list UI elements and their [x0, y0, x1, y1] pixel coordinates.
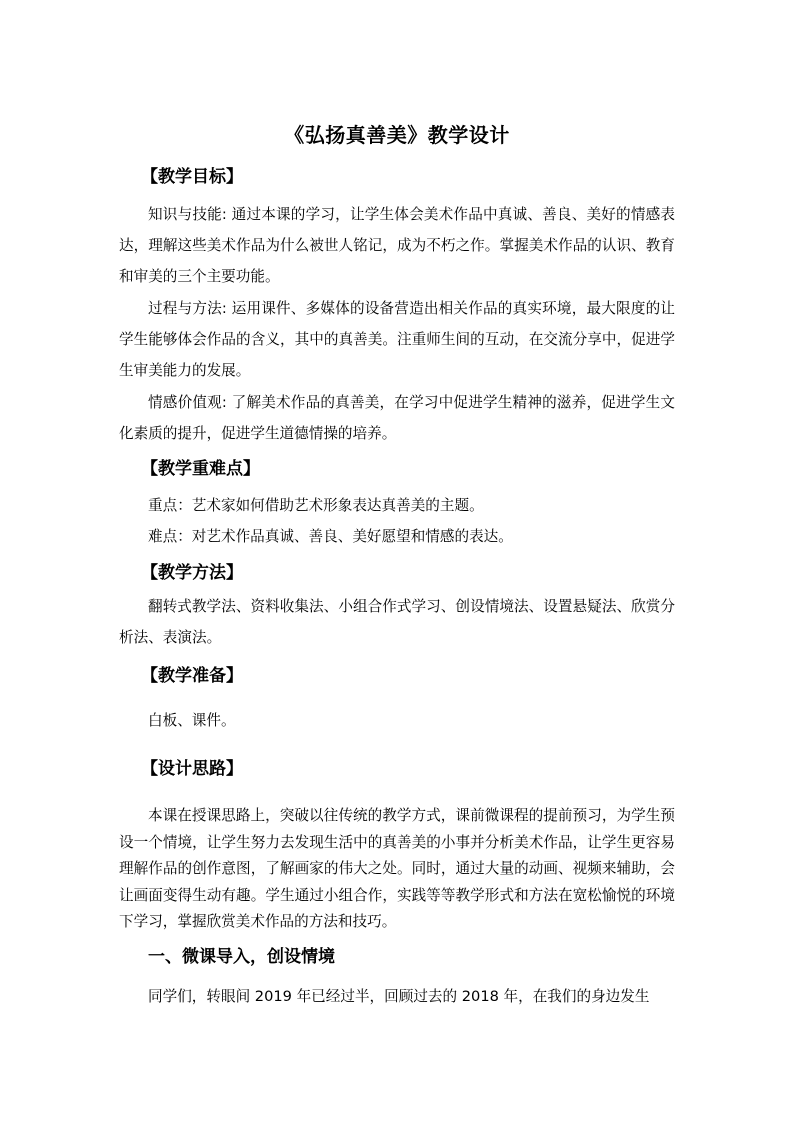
heading-objectives: 【教学目标】	[141, 167, 243, 187]
heading-part-one: 一、微课导入，创设情境	[148, 947, 335, 967]
paragraph-knowledge-skills: 知识与技能: 通过本课的学习，让学生体会美术作品中真诚、善良、美好的情感表达，理解这些美术作品为什么被世人铭记，成为不朽之作。掌握美术作品的认识、教育和审美的三个主要功能。	[119, 206, 675, 285]
heading-key-points: 【教学重难点】	[141, 459, 260, 479]
heading-preparation: 【教学准备】	[141, 666, 243, 686]
key-point-focus: 重点：艺术家如何借助艺术形象表达真善美的主题。	[148, 497, 484, 514]
heading-design: 【设计思路】	[141, 759, 243, 779]
paragraph-process-methods: 过程与方法: 运用课件、多媒体的设备营造出相关作品的真实环境，最大限度的让学生能够体会作品的含义，其中的真善美。注重师生间的互动，在交流分享中，促进学生审美能力的发展。	[119, 300, 675, 379]
paragraph-preparation: 白板、课件。	[148, 712, 236, 729]
key-point-difficulty: 难点：对艺术作品真诚、善良、美好愿望和情感的表达。	[148, 528, 513, 545]
paragraph-design: 本课在授课思路上，突破以往传统的教学方式，课前微课程的提前预习，为学生预设一个情境，让学生努力去发现生活中的真善美的小事并分析美术作品，让学生更容易理解作品的创作意图，了解画家的伟大之处。同时，通过大量的动画、视频来辅助，会让画面变得生动有趣。学生通过小组合作，实践等等教学形式和方法在宽松愉悦的环境下学习，掌握欣赏美术作品的方法和技巧。	[119, 807, 675, 930]
paragraph-part-one: 同学们，转眼间 2019 年已经过半，回顾过去的 2018 年，在我们的身边发生	[148, 988, 650, 1005]
document-title: 《弘扬真善美》教学设计	[284, 123, 510, 147]
paragraph-methods: 翻转式教学法、资料收集法、小组合作式学习、创设情境法、设置悬疑法、欣赏分析法、表演法。	[119, 598, 675, 646]
heading-methods: 【教学方法】	[141, 563, 243, 583]
paragraph-emotion-values: 情感价值观: 了解美术作品的真善美，在学习中促进学生精神的滋养，促进学生文化素质的提升，促进学生道德情操的培养。	[119, 394, 675, 442]
